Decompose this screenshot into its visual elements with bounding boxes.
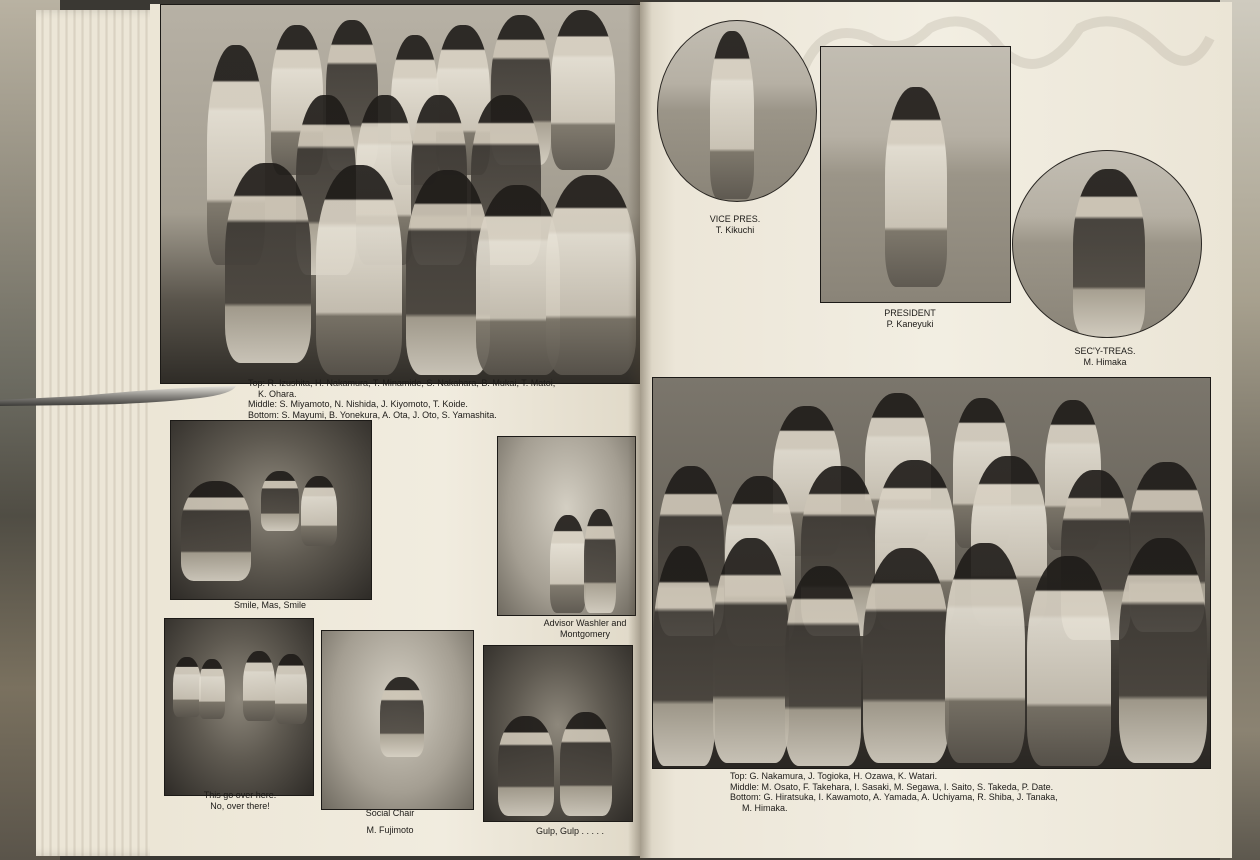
caption-line: VICE PRES.	[709, 214, 761, 224]
social-chair-photo	[321, 630, 474, 810]
vice-pres-caption	[680, 214, 790, 235]
social-chair-caption	[340, 808, 440, 835]
page-edges	[36, 10, 166, 856]
vice-pres-photo	[657, 20, 817, 202]
caption-line: Bottom: S. Mayumi, B. Yonekura, A. Ota, J. Oto, S. Yamashita.	[248, 409, 497, 420]
advisor-caption	[540, 618, 630, 639]
caption-line: SEC'Y-TREAS.	[1074, 346, 1136, 356]
caption-line: M. Himaka	[1083, 356, 1127, 367]
caption-line: P. Kaneyuki	[886, 318, 934, 329]
president-caption	[855, 308, 965, 329]
book-gutter	[628, 0, 652, 860]
letter-opener-knife	[0, 384, 238, 408]
secy-treas-photo	[1012, 150, 1202, 338]
caption-line: Top: R. Izushita, H. Nakamura, T. Minamide, S. Nakahara, B. Mukai, T. Matoi,	[248, 378, 556, 388]
caption-line: M. Fujimoto	[366, 824, 414, 835]
group-photo-left	[160, 4, 642, 384]
caption-line: M. Himaka.	[742, 802, 788, 813]
caption-line: Middle: M. Osato, F. Takehara, I. Sasaki, M. Segawa, I. Saito, S. Takeda, P. Date.	[730, 781, 1054, 792]
caption-line: No, over there!	[210, 800, 270, 811]
president-photo	[820, 46, 1011, 303]
smile-caption: Smile, Mas, Smile	[233, 600, 306, 610]
right-group-caption	[730, 771, 1058, 813]
caption-line: Bottom: G. Hiratsuka, I. Kawamoto, A. Yamada, A. Uchiyama, R. Shiba, J. Tanaka,	[730, 792, 1058, 802]
smile-photo	[170, 420, 372, 600]
caption-line: Social Chair	[365, 808, 415, 818]
caption-line: Advisor Washler and	[543, 618, 627, 628]
caption-line: T. Kikuchi	[715, 224, 755, 235]
go-over-photo	[164, 618, 314, 796]
left-group-caption	[248, 378, 555, 420]
caption-line: Top: G. Nakamura, J. Togioka, H. Ozawa, K. Watari.	[730, 771, 938, 781]
caption-line: K. Ohara.	[258, 388, 297, 399]
advisor-photo	[497, 436, 636, 616]
caption-line: PRESIDENT	[884, 308, 936, 318]
caption-line: Middle: S. Miyamoto, N. Nishida, J. Kiyomoto, T. Koide.	[248, 399, 468, 409]
caption-line: This go over here.	[203, 790, 277, 800]
gulp-caption: Gulp, Gulp . . . . .	[535, 826, 605, 836]
caption-line: Montgomery	[559, 628, 611, 639]
secy-treas-caption	[1050, 346, 1160, 367]
go-over-caption	[190, 790, 290, 811]
gulp-photo	[483, 645, 633, 822]
group-photo-right	[652, 377, 1211, 769]
